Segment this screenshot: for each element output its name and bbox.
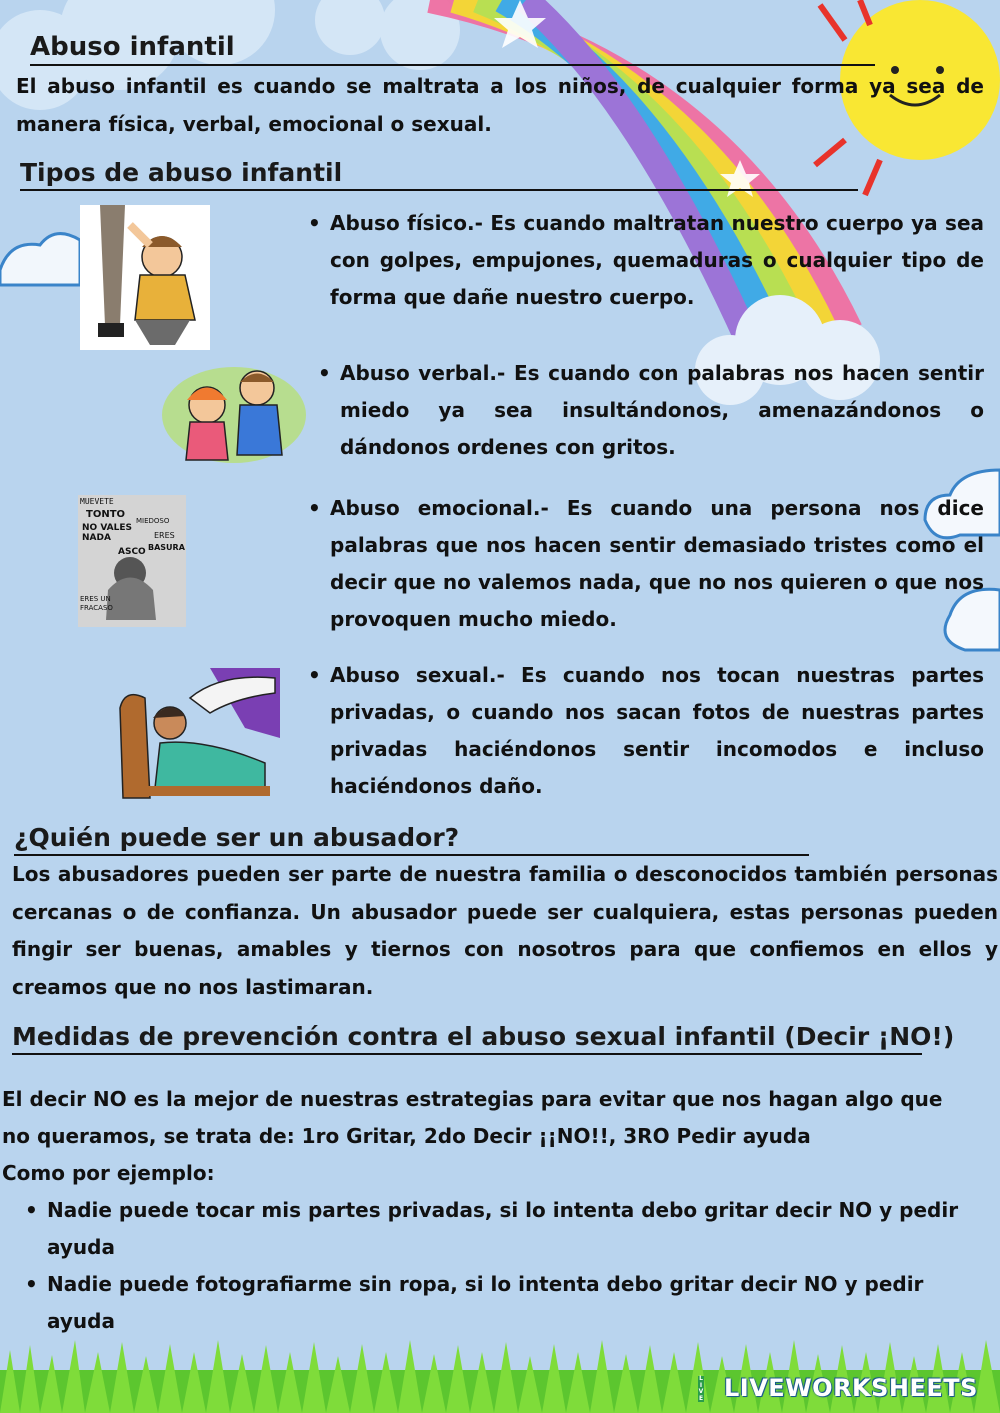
illustration-word: BASURA xyxy=(148,543,185,552)
illustration-word: TONTO xyxy=(86,509,126,520)
page-title: Abuso infantil xyxy=(30,32,875,66)
physical-abuse-illustration xyxy=(80,205,210,350)
type-text: Abuso verbal.- Es cuando con palabras nos hacen sentir miedo ya sea insultándonos, amenazándonos o dándonos ordenes con gritos. xyxy=(340,361,984,459)
type-text: Abuso emocional.- Es cuando una persona nos dice palabras que nos hacen sentir demasiado tristes como el decir que no valemos nada, que no nos quieren o que nos provoquen mucho miedo. xyxy=(330,496,984,631)
type-item-physical xyxy=(308,205,984,316)
example-item xyxy=(25,1266,987,1340)
illustration-word: NO VALES NADA xyxy=(82,523,133,543)
illustration-word: ERES UN FRACASO xyxy=(80,595,113,612)
types-heading: Tipos de abuso infantil xyxy=(20,158,858,191)
type-item-emotional xyxy=(308,490,984,638)
prevention-heading: Medidas de prevención contra el abuso sexual infantil (Decir ¡NO!) xyxy=(12,1022,922,1055)
intro-text: El abuso infantil es cuando se maltrata a los niños, de cualquier forma ya sea de manera física, verbal, emocional o sexual. xyxy=(16,74,984,136)
example-text: Nadie puede tocar mis partes privadas, si lo intenta debo gritar decir NO y pedir ayuda xyxy=(47,1198,959,1259)
illustration-word: ASCO xyxy=(118,547,146,557)
who-text: Los abusadores pueden ser parte de nuestra familia o desconocidos también personas cercanas o de confianza. Un abusador puede ser cualquiera, estas personas pueden fingir ser buenas, amables y tiernos con nosotros para que confiemos en ellos y creamos que no nos lastimaran. xyxy=(12,862,998,999)
logo-letters: LIVE xyxy=(698,1375,704,1402)
bullet-icon: • xyxy=(308,663,321,687)
bullet-icon: • xyxy=(308,211,321,235)
who-heading: ¿Quién puede ser un abusador? xyxy=(14,823,809,856)
bullet-icon: • xyxy=(25,1198,38,1222)
example-item xyxy=(25,1192,987,1266)
sexual-abuse-illustration xyxy=(115,668,280,803)
bullet-icon: • xyxy=(318,361,331,385)
liveworksheets-watermark: LIVEWORKSHEETS xyxy=(724,1374,978,1402)
illustration-word: ERES xyxy=(154,531,175,540)
example-text: Nadie puede fotografiarme sin ropa, si lo intenta debo gritar decir NO y pedir ayuda xyxy=(47,1272,924,1333)
prevention-line-1: El decir NO es la mejor de nuestras estrategias para evitar que nos hagan algo que xyxy=(2,1087,943,1111)
verbal-abuse-illustration xyxy=(162,360,307,465)
example-label: Como por ejemplo: xyxy=(2,1161,215,1185)
type-item-sexual xyxy=(308,657,984,805)
type-text: Abuso físico.- Es cuando maltratan nuestro cuerpo ya sea con golpes, empujones, quemaduras o cualquier tipo de forma que dañe nuestro cuerpo. xyxy=(330,211,984,309)
type-text: Abuso sexual.- Es cuando nos tocan nuestras partes privadas, o cuando nos sacan fotos de nuestras partes privadas haciéndonos sentir incomodos e incluso haciéndonos daño. xyxy=(330,663,984,798)
illustration-word: MIEDOSO xyxy=(136,517,170,525)
bullet-icon: • xyxy=(308,496,321,520)
type-item-verbal xyxy=(318,355,984,466)
bullet-icon: • xyxy=(25,1272,38,1296)
liveworksheets-logo-icon xyxy=(698,1376,720,1402)
emotional-abuse-illustration xyxy=(78,495,186,627)
illustration-word: MUEVETE xyxy=(80,497,114,506)
prevention-line-2: no queramos, se trata de: 1ro Gritar, 2do Decir ¡¡NO!!, 3RO Pedir ayuda xyxy=(2,1124,811,1148)
